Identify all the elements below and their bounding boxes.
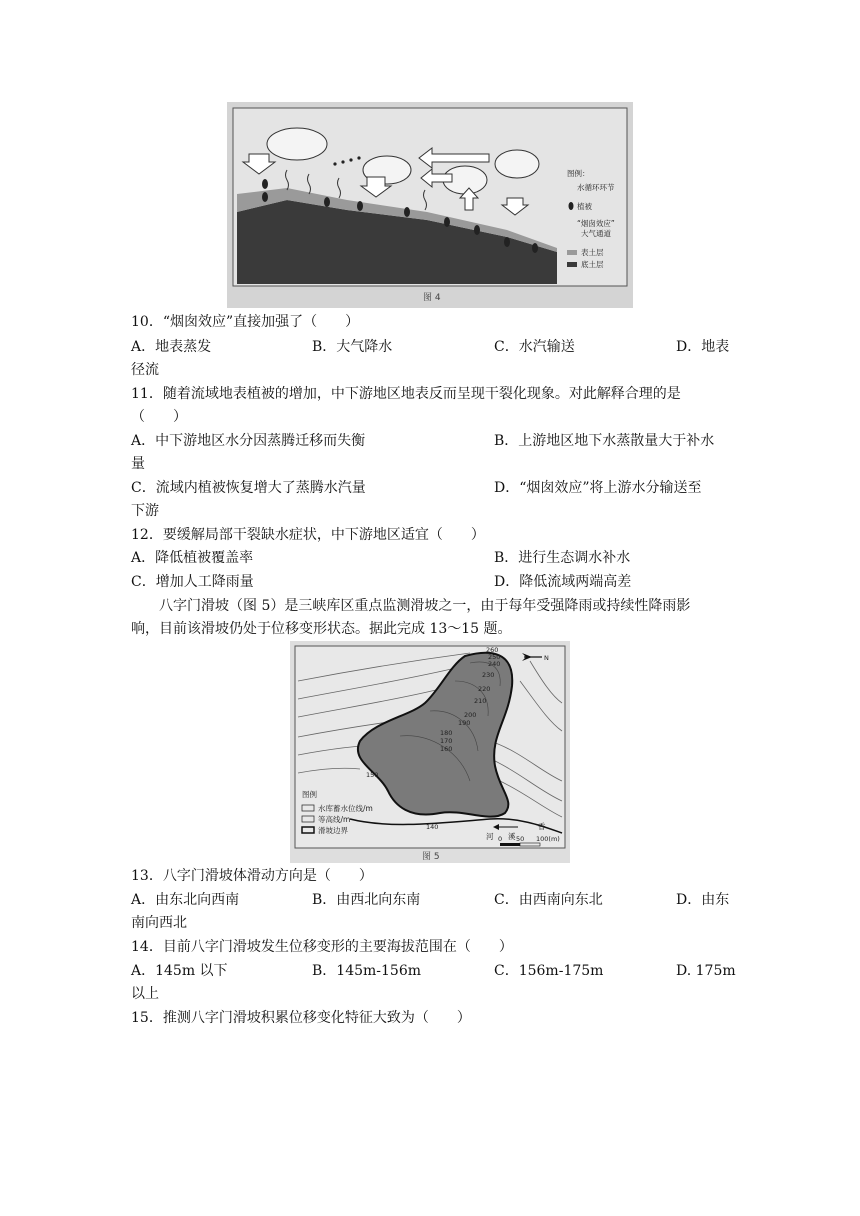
q12-option-c: C．增加人工降雨量 <box>131 574 254 590</box>
figure-4-legend-title: 图例： <box>567 169 590 178</box>
legend-contour: 等高线/m <box>318 815 351 824</box>
q11-option-c: C．流域内植被恢复增大了蒸腾水汽量 <box>131 480 366 496</box>
river-label: 溪 <box>508 832 516 841</box>
q10-option-d: D．地表 <box>676 339 730 355</box>
question-12-stem: 12．要缓解局部干裂缺水症状，中下游地区适宜（ ） <box>131 527 485 543</box>
contour-label: 260 <box>486 646 499 654</box>
q14-option-d-continued: 以上 <box>131 986 159 1002</box>
vegetation-icon <box>444 217 450 227</box>
q14-option-a: A．145m 以下 <box>131 963 228 979</box>
question-14-stem: 14．目前八字门滑坡发生位移变形的主要海拔范围在（ ） <box>131 939 513 955</box>
legend-air-channel: 大气通道 <box>581 229 611 238</box>
vegetation-icon <box>324 197 330 207</box>
figure-4-caption: 图 4 <box>423 293 441 303</box>
north-label: N <box>544 654 549 662</box>
contour-label: 210 <box>474 697 487 705</box>
legend-subsoil: 底土层 <box>581 260 604 269</box>
q13-option-c: C．由西南向东北 <box>494 892 603 908</box>
q12-option-d: D．降低流域两端高差 <box>494 574 632 590</box>
question-15-stem: 15．推测八字门滑坡积累位移变化特征大致为（ ） <box>131 1010 471 1026</box>
q14-option-c: C．156m-175m <box>494 963 604 979</box>
vegetation-icon <box>404 207 410 217</box>
contour-label: 230 <box>482 671 495 679</box>
figure-5-legend-title: 图例 <box>302 790 317 799</box>
q10-option-d-continued: 径流 <box>131 362 159 378</box>
scale-label: 0 <box>498 835 503 843</box>
contour-label: 190 <box>458 719 471 727</box>
question-10-stem: 10．“烟囱效应”直接加强了（ ） <box>131 314 360 330</box>
legend-chimney-effect: “烟囱效应” <box>577 219 615 228</box>
intro-line-2: 响，目前该滑坡仍处于位移变形状态。据此完成 13～15 题。 <box>131 621 512 637</box>
contour-label: 240 <box>488 660 501 668</box>
vegetation-icon <box>474 225 480 235</box>
cloud-icon <box>267 128 327 160</box>
contour-label: 150 <box>366 771 379 779</box>
contour-label: 160 <box>440 745 453 753</box>
figure-5-map <box>290 641 570 863</box>
scale-label: 100(m) <box>536 835 560 843</box>
figure-5-caption: 图 5 <box>422 852 440 862</box>
vegetation-icon <box>262 192 268 202</box>
q11-option-d-continued: 下游 <box>131 503 159 519</box>
contour-label: 220 <box>478 685 491 693</box>
q10-option-c: C．水汽输送 <box>494 339 575 355</box>
river-label: 香 <box>538 822 546 831</box>
q10-option-b: B．大气降水 <box>312 339 393 355</box>
vegetation-icon <box>504 237 510 247</box>
q11-option-d: D．“烟囱效应”将上游水分输送至 <box>494 480 702 496</box>
legend-water-cycle: 水循环环节 <box>577 183 615 192</box>
question-11-stem-continued: （ ） <box>131 409 187 425</box>
vegetation-icon <box>262 179 268 189</box>
figure-4-diagram <box>227 102 633 308</box>
scale-label: 50 <box>516 835 525 843</box>
legend-topsoil: 表土层 <box>581 248 604 257</box>
vegetation-icon <box>357 201 363 211</box>
q10-option-a: A．地表蒸发 <box>131 339 212 355</box>
q14-option-b: B．145m-156m <box>312 963 422 979</box>
cloud-icon <box>495 150 539 178</box>
q12-option-b: B．进行生态调水补水 <box>494 550 631 566</box>
question-13-stem: 13．八字门滑坡体滑动方向是（ ） <box>131 868 373 884</box>
q11-option-b-continued: 量 <box>131 456 145 472</box>
contour-label: 180 <box>440 729 453 737</box>
q13-option-a: A．由东北向西南 <box>131 892 240 908</box>
contour-label: 170 <box>440 737 453 745</box>
intro-line-1: 八字门滑坡（图 5）是三峡库区重点监测滑坡之一，由于每年受强降雨或持续性降雨影 <box>159 598 691 614</box>
river-label: 河 <box>486 832 494 841</box>
legend-landslide-boundary: 滑坡边界 <box>318 826 348 835</box>
contour-label: 200 <box>464 711 477 719</box>
legend-reservoir-line: 水库蓄水位线/m <box>318 804 373 813</box>
figure-5 <box>290 641 570 863</box>
figure-4 <box>227 102 633 308</box>
question-11-stem: 11．随着流域地表植被的增加，中下游地区地表反而呈现干裂化现象。对此解释合理的是 <box>131 386 681 402</box>
q13-option-b: B．由西北向东南 <box>312 892 421 908</box>
contour-label: 250 <box>488 653 501 661</box>
q13-option-d: D．由东 <box>676 892 730 908</box>
q13-option-d-continued: 南向西北 <box>131 915 187 931</box>
q14-option-d: D. 175m <box>676 963 736 979</box>
legend-vegetation: 植被 <box>577 202 592 211</box>
contour-label: 140 <box>426 823 439 831</box>
vegetation-icon <box>532 243 538 253</box>
q11-option-b: B．上游地区地下水蒸散量大于补水 <box>494 433 715 449</box>
q11-option-a: A．中下游地区水分因蒸腾迁移而失衡 <box>131 433 366 449</box>
q12-option-a: A．降低植被覆盖率 <box>131 550 254 566</box>
